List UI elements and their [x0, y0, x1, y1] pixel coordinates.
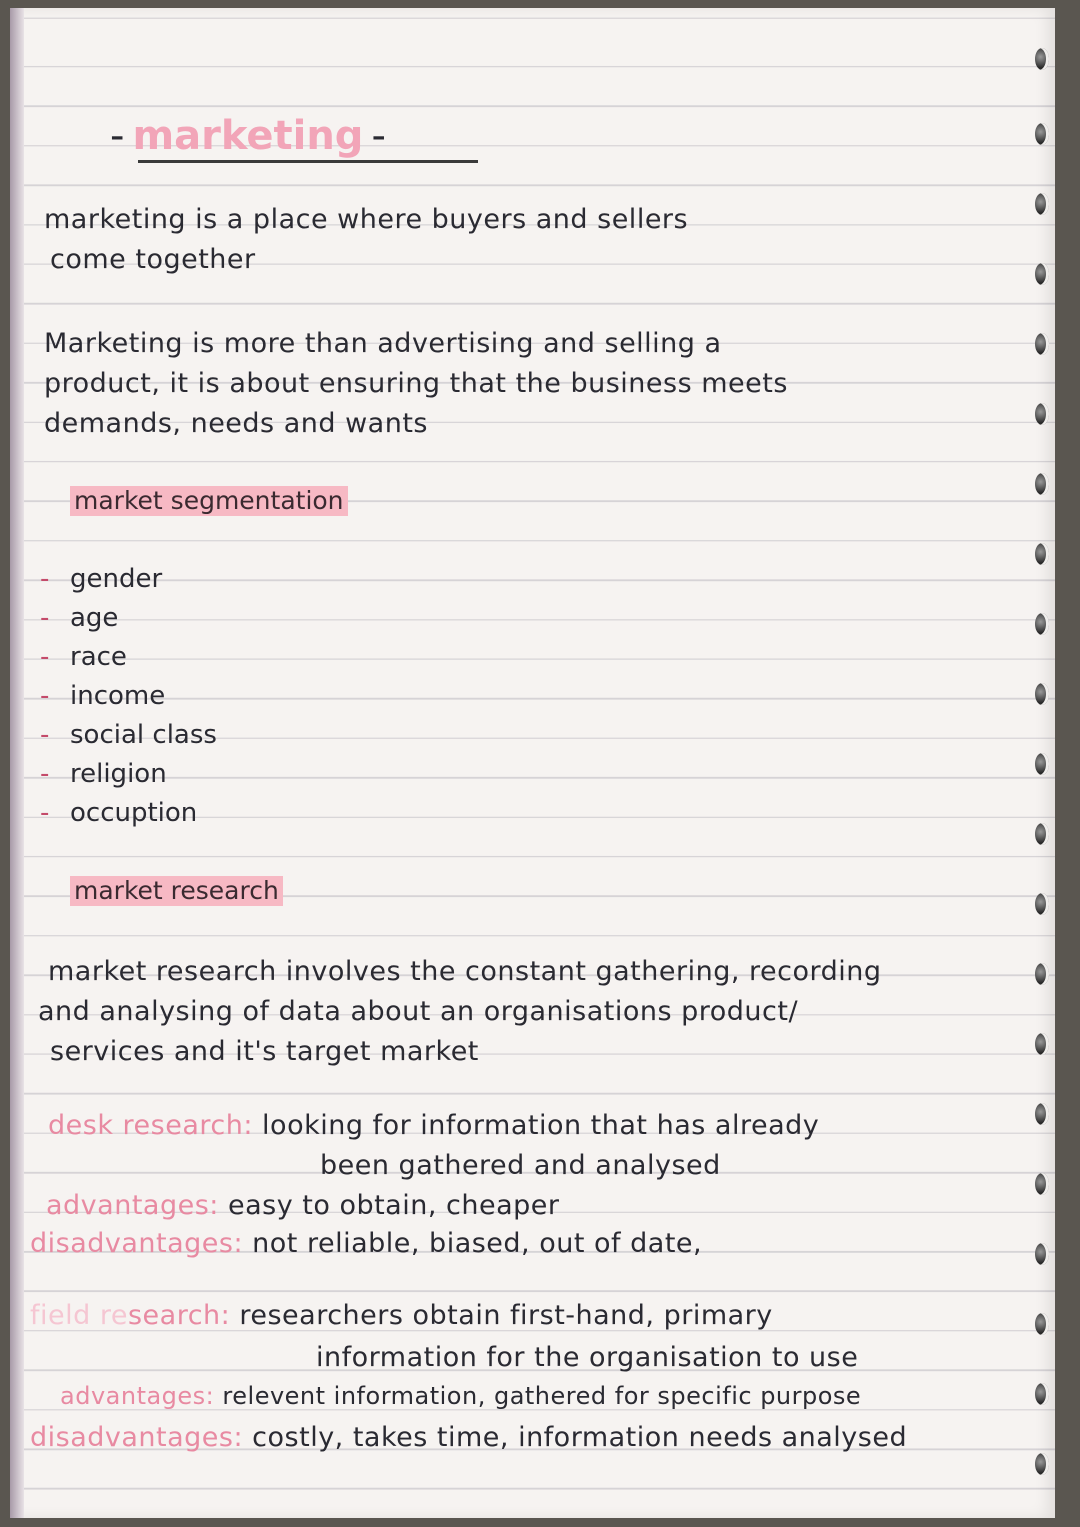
binding-ring: [1035, 683, 1049, 705]
binding-ring: [1035, 613, 1049, 635]
research-line-1: market research involves the constant gathering, recording: [48, 956, 882, 987]
list-item: - religion: [40, 759, 167, 789]
binding-ring: [1035, 473, 1049, 495]
list-item: - income: [40, 681, 166, 711]
field-advantages: [60, 1384, 861, 1408]
page-left-edge: [10, 8, 24, 1518]
desk-advantages-label: advantages:: [46, 1190, 219, 1221]
binding-ring: [1035, 123, 1049, 145]
binding-ring: [1035, 753, 1049, 775]
field-research-def-1: researchers obtain first-hand, primary: [239, 1300, 773, 1331]
intro-line-2: come together: [50, 244, 256, 275]
desk-disadvantages-text: not reliable, biased, out of date,: [252, 1228, 703, 1259]
title-text: marketing: [132, 113, 364, 159]
field-research: [30, 1302, 773, 1329]
segmentation-heading: market segmentation: [70, 486, 348, 516]
list-item: - race: [40, 642, 127, 672]
binding-ring: [1035, 893, 1049, 915]
definition-line-2: product, it is about ensuring that the business meets: [44, 368, 788, 399]
field-advantages-text: relevent information, gathered for specific purpose: [222, 1382, 862, 1410]
binding-ring: [1035, 1103, 1049, 1125]
field-disadvantages-label: disadvantages:: [30, 1422, 244, 1453]
list-item: - social class: [40, 720, 217, 750]
research-line-3: services and it's target market: [50, 1036, 479, 1067]
binding-ring: [1035, 1313, 1049, 1335]
list-item: - age: [40, 603, 119, 633]
binding-ring: [1035, 1033, 1049, 1055]
desk-advantages: [46, 1192, 559, 1219]
field-disadvantages-text: costly, takes time, information needs analysed: [252, 1422, 908, 1453]
binding-ring: [1035, 48, 1049, 70]
binding-ring: [1035, 333, 1049, 355]
field-disadvantages: [30, 1424, 907, 1451]
list-item: - occuption: [40, 798, 198, 828]
definition-line-3: demands, needs and wants: [44, 408, 428, 439]
binding-ring: [1035, 1173, 1049, 1195]
binding-ring: [1035, 403, 1049, 425]
desk-research: [48, 1112, 819, 1139]
field-research-label: search:: [127, 1300, 231, 1331]
binding-ring: [1035, 823, 1049, 845]
binding-ring: [1035, 263, 1049, 285]
binding-ring: [1035, 193, 1049, 215]
list-item: - gender: [40, 564, 163, 594]
binding-ring: [1035, 963, 1049, 985]
research-line-2: and analysing of data about an organisations product/: [38, 996, 799, 1027]
research-heading: market research: [70, 876, 283, 906]
desk-research-def-2: been gathered and analysed: [320, 1150, 721, 1181]
spiral-binding: [1023, 48, 1049, 1488]
desk-advantages-text: easy to obtain, cheaper: [227, 1190, 560, 1221]
field-research-def-2: information for the organisation to use: [316, 1342, 859, 1373]
desk-disadvantages-label: disadvantages:: [30, 1228, 244, 1259]
desk-research-label: desk research:: [48, 1110, 253, 1141]
field-advantages-label: advantages:: [60, 1382, 215, 1410]
field-research-label-faded: field re: [30, 1300, 128, 1331]
binding-ring: [1035, 543, 1049, 565]
intro-line-1: marketing is a place where buyers and sellers: [44, 204, 689, 235]
title-underline: [138, 160, 478, 163]
binding-ring: [1035, 1243, 1049, 1265]
binding-ring: [1035, 1383, 1049, 1405]
desk-research-def-1: looking for information that has already: [262, 1110, 820, 1141]
notebook-page: [10, 8, 1055, 1518]
page-title: - marketing -: [110, 113, 386, 159]
definition-line-1: Marketing is more than advertising and selling a: [44, 328, 722, 359]
binding-ring: [1035, 1453, 1049, 1475]
desk-disadvantages: [30, 1230, 702, 1257]
